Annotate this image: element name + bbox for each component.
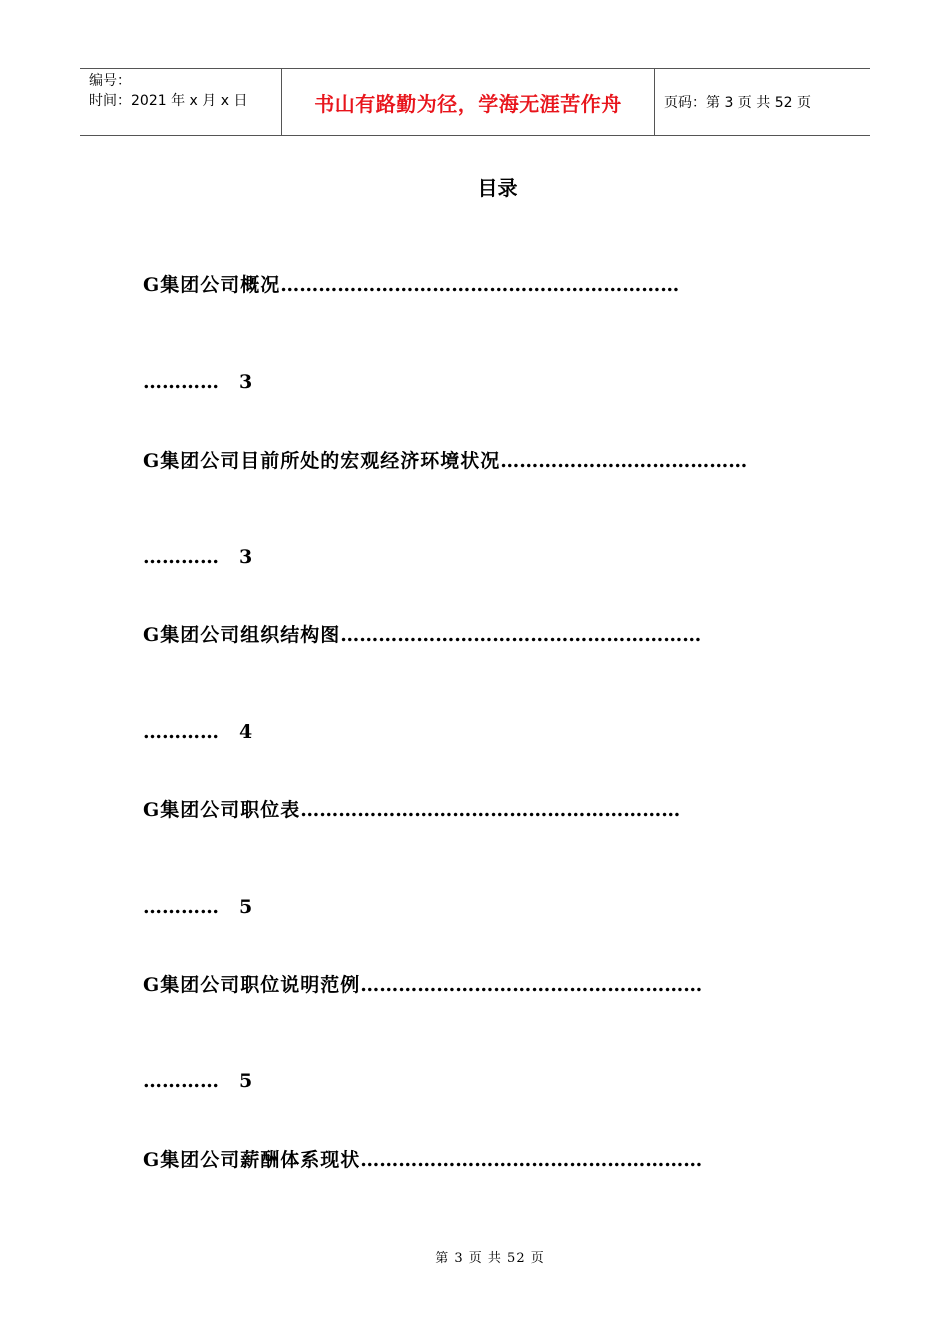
- header-motto: 书山有路勤为径，学海无涯苦作舟: [314, 91, 622, 116]
- toc-page-line: [143, 371, 252, 393]
- toc-entry[interactable]: [143, 795, 805, 822]
- toc-leader-dots: …………: [143, 546, 219, 568]
- toc-entry[interactable]: [143, 620, 805, 647]
- toc-entry-title: G集团公司概况: [143, 274, 281, 296]
- toc-entry[interactable]: [143, 446, 805, 473]
- toc-page-number: 4: [239, 721, 253, 743]
- toc-entry-title: G集团公司职位说明范例: [143, 974, 361, 996]
- toc-leader-dots: …………………………………………………: [340, 624, 702, 646]
- header-motto-cell: [282, 69, 655, 135]
- toc-page-line: [143, 1070, 252, 1092]
- toc-page-number: 5: [239, 1070, 253, 1092]
- toc-page-line: [143, 721, 252, 743]
- toc-entry-title: G集团公司薪酬体系现状: [143, 1149, 361, 1171]
- toc-page-line: [143, 546, 252, 568]
- toc-entry-title: G集团公司目前所处的宏观经济环境状况: [143, 450, 501, 472]
- toc-leader-dots: ………………………………………………: [360, 974, 703, 996]
- toc-leader-dots: ………………………………………………: [360, 1149, 703, 1171]
- toc-leader-dots: …………: [143, 371, 219, 393]
- header-page-info: 页码：第 3 页 共 52 页: [664, 95, 811, 111]
- toc-leader-dots: …………: [143, 721, 219, 743]
- toc-leader-dots: …………: [143, 1070, 219, 1092]
- toc-page-line: [143, 896, 252, 918]
- toc-leader-dots: ……………………………………………………: [300, 799, 681, 821]
- toc-entry[interactable]: [143, 970, 805, 997]
- toc-entry[interactable]: [143, 1145, 805, 1172]
- header-page-cell: [655, 69, 870, 135]
- toc-title: 目录: [477, 176, 518, 200]
- toc-page-number: 3: [239, 371, 253, 393]
- toc-entry-title: G集团公司组织结构图: [143, 624, 341, 646]
- document-date: 时间：2021 年 x 月 x 日: [89, 93, 248, 109]
- header-meta: [80, 69, 282, 135]
- toc-entry[interactable]: [143, 270, 805, 297]
- toc-entry-title: G集团公司职位表: [143, 799, 301, 821]
- page-footer: 第 3 页 共 52 页: [435, 1251, 545, 1266]
- toc-page-number: 5: [239, 896, 253, 918]
- document-header: [80, 68, 870, 136]
- toc-leader-dots: …………………………………: [500, 450, 748, 472]
- toc-page-number: 3: [239, 546, 253, 568]
- toc-leader-dots: ………………………………………………………: [280, 274, 680, 296]
- document-number-label: 编号：: [89, 73, 131, 89]
- toc-leader-dots: …………: [143, 896, 219, 918]
